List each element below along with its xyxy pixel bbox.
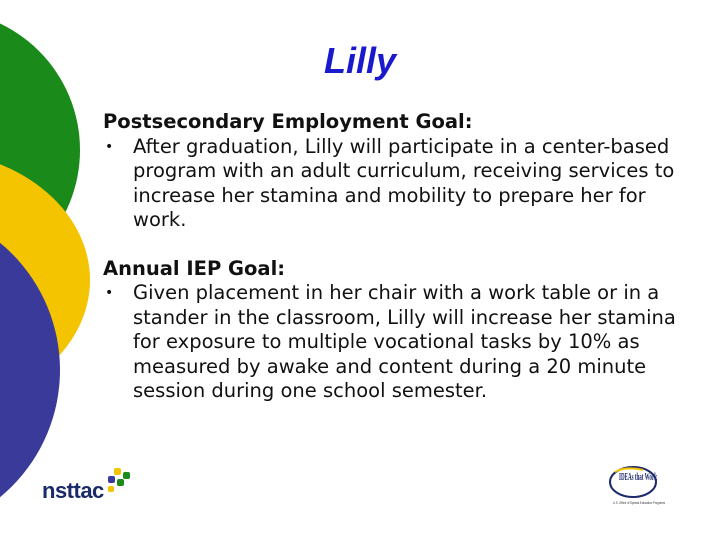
bullet-item	[103, 135, 683, 233]
section-postsecondary-goal	[103, 110, 683, 233]
section-annual-iep-goal	[103, 257, 683, 404]
ideas-that-work-text: IDEAs that Work	[619, 472, 658, 483]
section-heading: Postsecondary Employment Goal:	[103, 110, 473, 133]
osep-caption: U.S. Office of Special Education Programs	[613, 500, 665, 505]
bullet-item	[103, 281, 683, 404]
ideas-that-work-icon	[595, 464, 675, 514]
nsttac-logo	[42, 466, 137, 504]
slide-title: Lilly	[323, 40, 397, 81]
ideas-that-work-logo	[595, 464, 675, 514]
bullet-text: After graduation, Lilly will participate in a center-based program with an adult curriculum, receiving services to increase her stamina and mobility to prepare her for work.	[133, 134, 675, 231]
bullet-text: Given placement in her chair with a work table or in a stander in the classroom, Lilly will increase her stamina for exposure to multiple vocational tasks by 10% as measured by awake and content during a 20 minute session during one school semester.	[133, 281, 676, 402]
bullet-dot-icon: •	[105, 285, 114, 301]
nsttac-dots-icon	[104, 466, 134, 496]
section-heading: Annual IEP Goal:	[103, 256, 286, 280]
slide-body	[103, 110, 683, 428]
nsttac-logo-text: nsttac	[42, 478, 104, 503]
bullet-dot-icon: •	[105, 138, 114, 155]
